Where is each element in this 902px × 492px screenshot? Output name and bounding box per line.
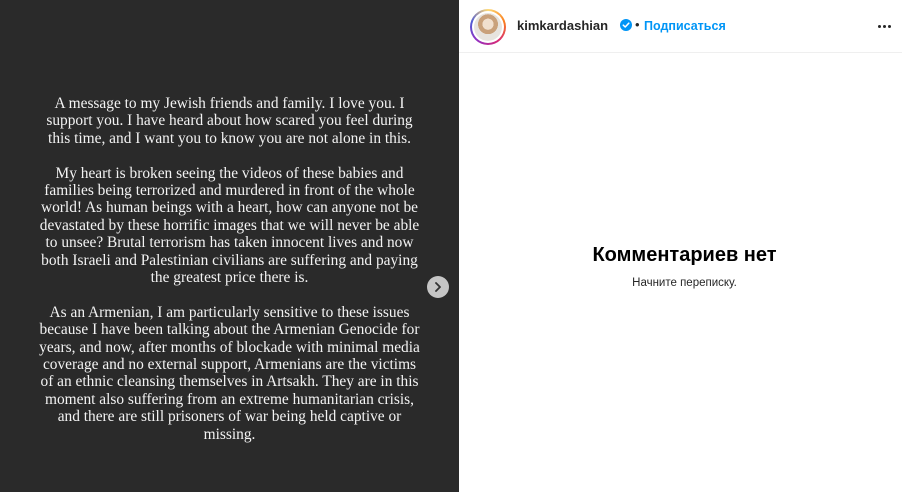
more-options-button[interactable] (875, 18, 893, 34)
post-paragraph-3: As an Armenian, I am particularly sensitive to these issues because I have been talking about the Armenian Genocide for years, and now, after months of blockade with minimal media coverage and no external support, Armenians are the victims of an ethnic cleansing themselves in Artsakh. They are in this moment also suffering from an extreme humanitarian crisis, and there are still prisoners of war being held captive or missing. (39, 303, 420, 443)
empty-comments-subtitle: Начните переписку. (632, 277, 737, 289)
follow-button[interactable]: Подписаться (644, 19, 726, 33)
more-options-icon (878, 25, 881, 28)
separator-dot: • (635, 17, 640, 32)
post-paragraph-1: A message to my Jewish friends and family. I love you. I support you. I have heard about how scared you feel during this time, and I want you to know you are not alone in this. (46, 95, 413, 147)
verified-badge-icon (620, 19, 632, 31)
side-panel (459, 0, 902, 492)
empty-comments-title: Комментариев нет (592, 244, 777, 266)
post-caption-text (38, 95, 421, 460)
username[interactable]: kimkardashian (517, 18, 609, 33)
avatar[interactable] (470, 9, 506, 45)
next-slide-button[interactable] (427, 276, 449, 298)
post-paragraph-2: My heart is broken seeing the videos of these babies and families being terrorized and murdered in front of the whole world! As human beings with a heart, how can anyone not be devastated by these horrific images that we will never be able to unsee? Brutal terrorism has taken innocent lives and now both Israeli and Palestinian civilians are suffering and paying the greatest price there is. (39, 164, 420, 287)
post-header (459, 0, 902, 53)
chevron-right-icon (433, 282, 443, 292)
